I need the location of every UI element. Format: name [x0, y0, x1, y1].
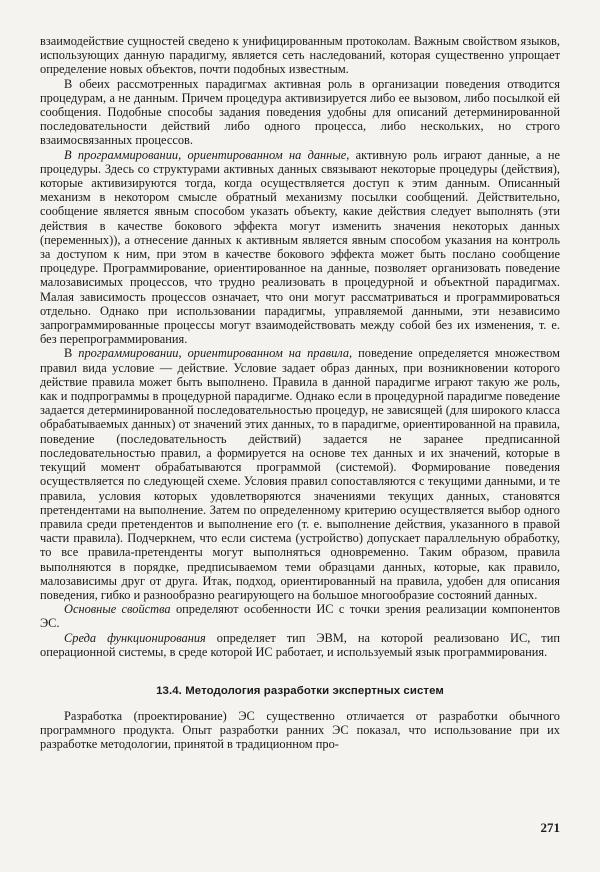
term-basic-properties: Основные свойства — [64, 602, 171, 617]
paragraph-procedures: В обеих рассмотренных парадигмах активная роль в организации поведения отводится процедурам, а не данным. Причем процедура активизируется либо ее вызовом, либо посылкой ей сообщения. Подобные способы задания поведения удобны для описаний детерминированной последовательности действий либо одного процесса, либо нескольких, но строго взаимосвязанных процессов. — [40, 76, 560, 148]
section-heading: 13.4. Методология разработки экспертных систем — [156, 684, 444, 697]
term-environment: Среда функционирования — [64, 630, 206, 645]
body-text — [40, 34, 560, 752]
paragraph-data-oriented: В программировании, ориентированном на данные, активную роль играют данные, а не процедуры. Здесь со структурами активных данных связывают некоторые процедуры (действия), которые активизируются тогда, когда осуществляется доступ к этим данным. Описанный механизм в некотором смысле обратный механизму посылки сообщений. Действительно, сообщение является явным способом указать объекту, какие действия следует выполнять (эти действия в качестве бокового эффекта могут изменить значения некоторых данных (переменных)), а отнесение данных к активным является явным способом указания на контроль за доступом к ним, при этом в качестве бокового эффекта может быть послано сообщение процедуре. Программирование, ориентированное на данные, позволяет организовать поведение малозависимых процессов, что трудно реализовать в процедурной и объектной парадигмах. Малая зависимость процессов означает, что они могут рассматриваться и программироваться отдельно. Однако при использовании парадигмы, управляемой данными, эти независимо запрограммированные процессы могут взаимодействовать между собой без их изменения, т. е. без перепрограммирования. — [40, 147, 560, 347]
paragraph-es-development: Разработка (проектирование) ЭС существенно отличается от разработки обычного программного продукта. Опыт разработки ранних ЭС показал, что использование при их разработке методологии, принятой в традиционном про- — [40, 708, 560, 752]
term-data-oriented: В программировании, ориентированном на данные, — [64, 147, 350, 162]
paragraph-rule-oriented: В программировании, ориентированном на правила, поведение определяется множеством правил вида условие — действие. Условие задает образ данных, при возникновении которого действие правила может быть выполнено. Правила в данной парадигме играют такую же роль, как и подпрограммы в процедурной парадигме. Однако если в процедурной парадигме поведение задается детерминированной последовательностью процедур, не зависящей (для широкого класса обрабатываемых данных) от значений этих данных, то в парадигме, ориентированной на правила, поведение (последовательность действий) задается не заранее предписанной последовательностью правил, а формируется на основе тех данных и их значений, которые в текущий момент обрабатываются программой (системой). Формирование поведения осуществляется по следующей схеме. Условия правил сопоставляются с текущими данными, и те правила, условия которых удовлетворяются значениями текущих данных, становятся претендентами на выполнение. Затем по определенному критерию осуществляется выбор одного правила среди претендентов и выполнение его (т. е. выполнение действия, указанного в правой части правила). Подчеркнем, что если система (устройство) допускает параллельную обработку, то все правила-претенденты могут выполняться одновременно. Таким образом, правила выполняются в порядке, предписываемом теми образцами данных, которые, как правило, малозависимы друг от друга. Итак, подход, ориентированный на правила, удобен для описания поведения, гибко и разнообразно реагирующего на большое многообразие состояний данных. — [40, 346, 560, 602]
page-number: 271 — [540, 820, 560, 835]
paragraph-inheritance: взаимодействие сущностей сведено к унифицированным протоколам. Важным свойством языков, использующих данную парадигму, является сеть наследований, которая существенно упрощает определение новых объектов, почти подобных известным. — [40, 34, 560, 77]
paragraph-basic-properties: Основные свойства определяют особенности ИС с точки зрения реализации компонентов ЭС. — [40, 602, 560, 631]
paragraph-environment: Среда функционирования определяет тип ЭВМ, на которой реализовано ИС, тип операционной системы, в среде которой ИС работает, и используемый язык программирования. — [40, 630, 560, 659]
term-rule-oriented: программировании, ориентированном на правила, — [78, 346, 353, 361]
